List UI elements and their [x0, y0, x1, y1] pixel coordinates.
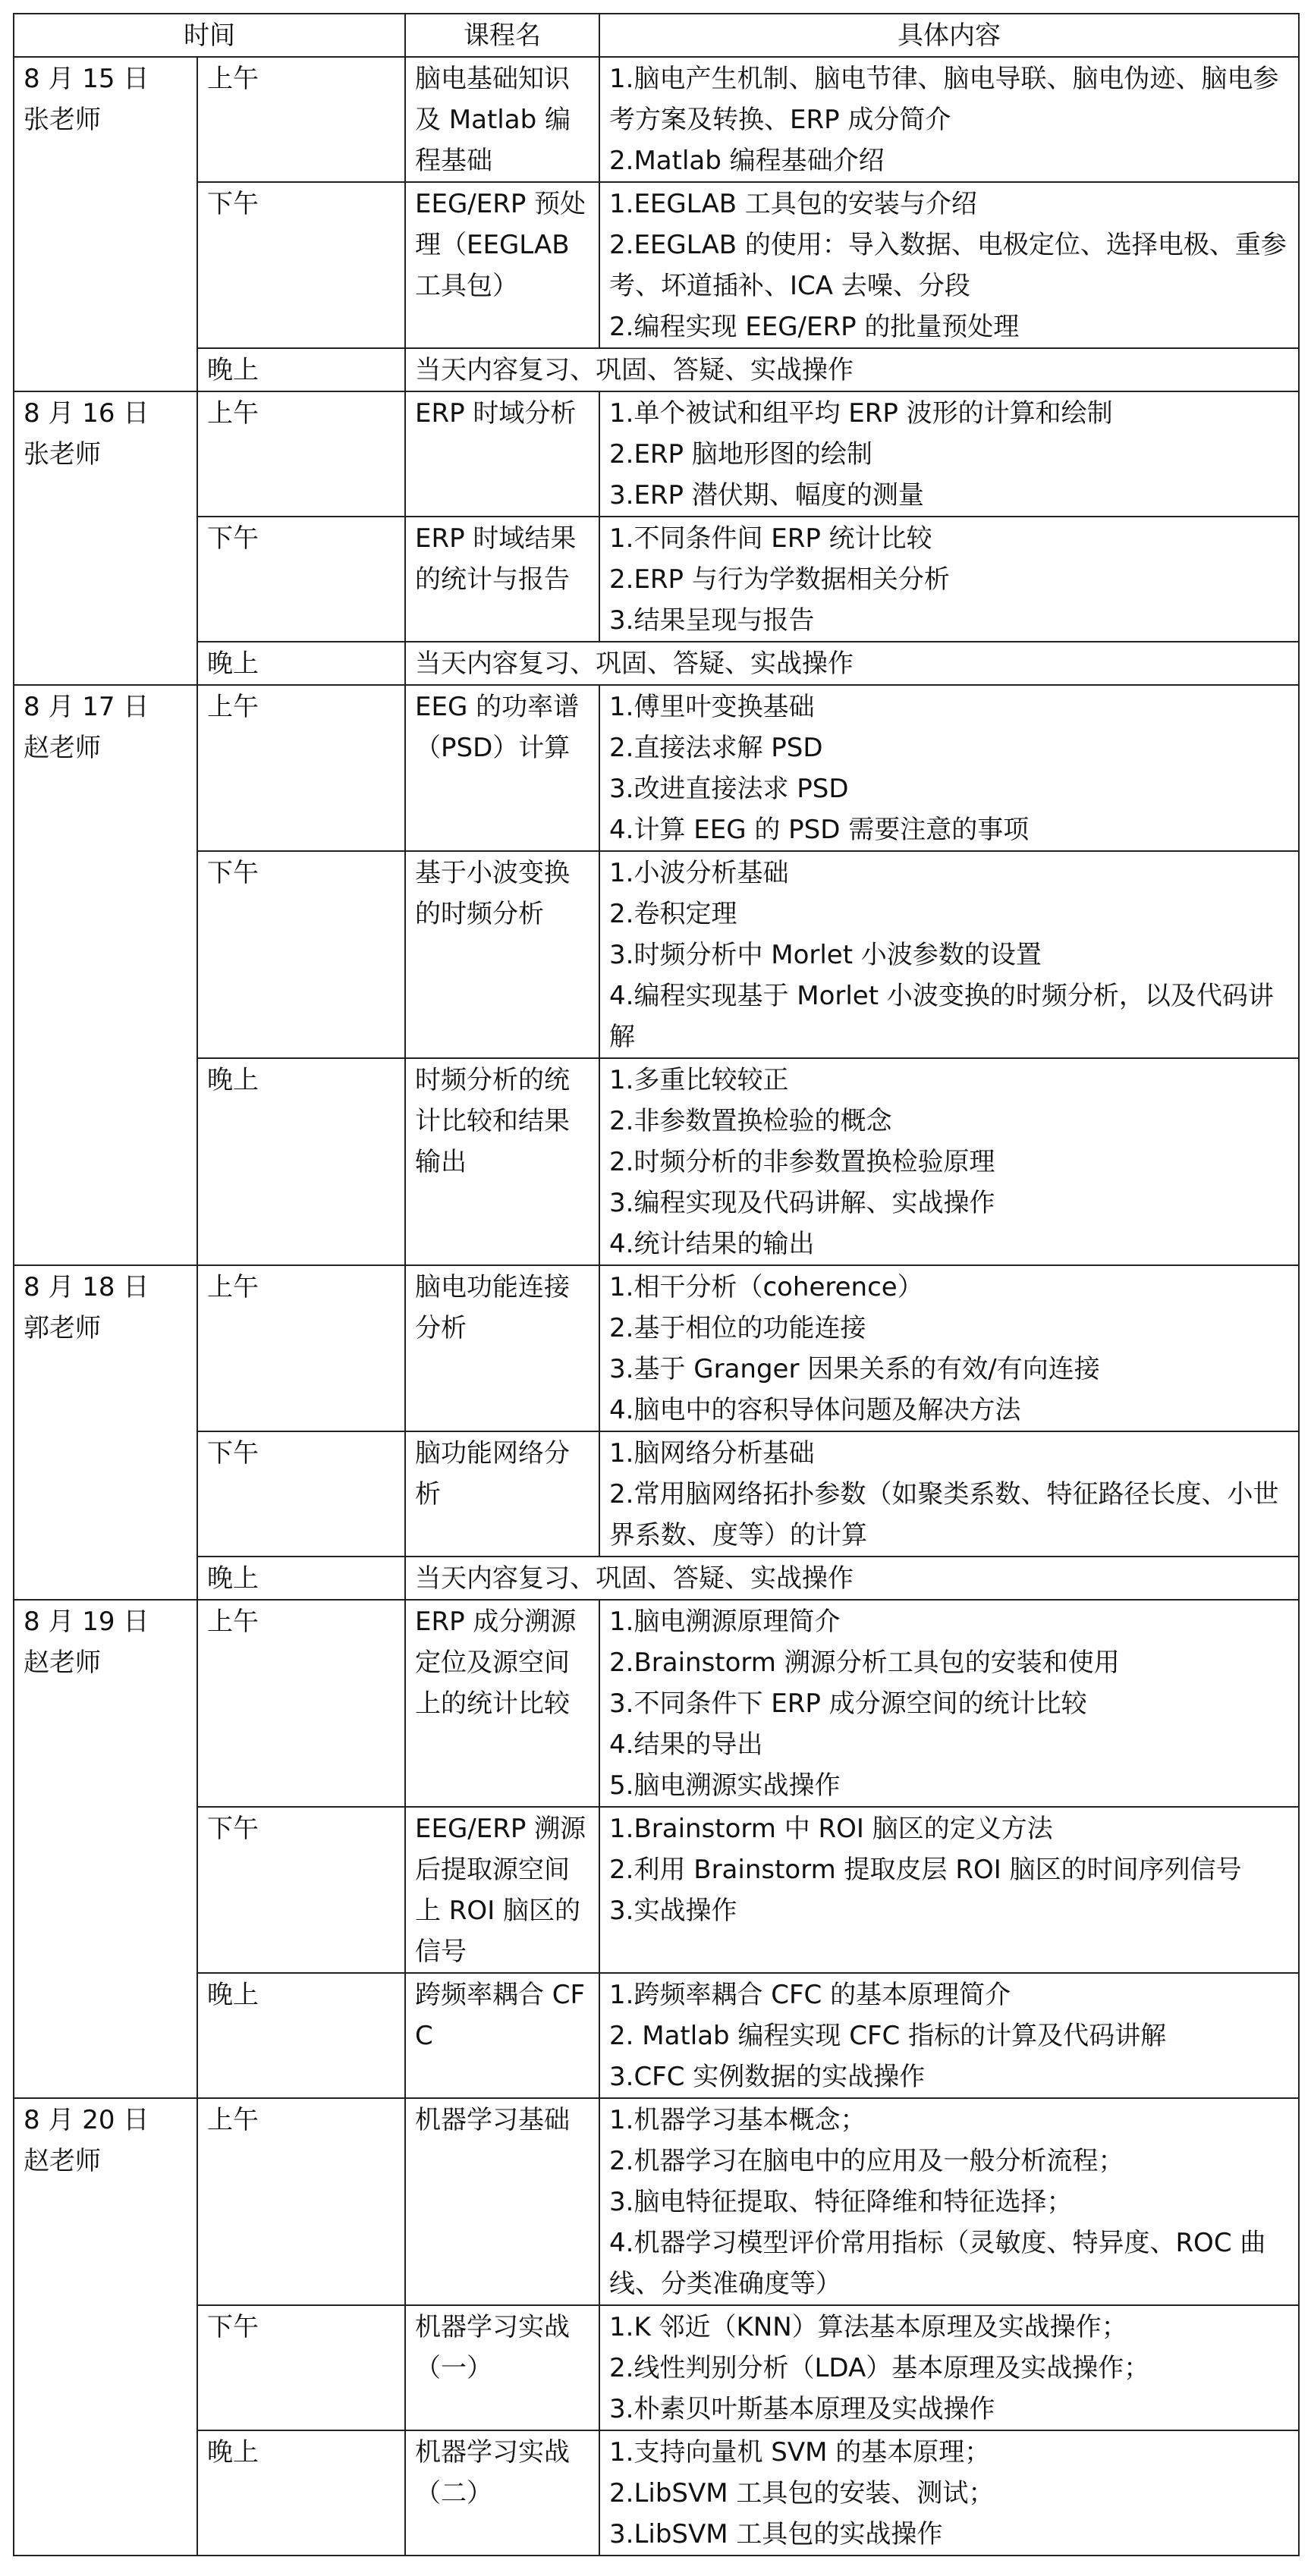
teacher-name: 赵老师 [24, 2146, 101, 2176]
content-cell [599, 1265, 1299, 1431]
date-label: 8 月 15 日 [24, 64, 149, 94]
content-item: 1.EEGLAB 工具包的安装与介绍 [609, 189, 977, 219]
review-cell: 当天内容复习、巩固、答疑、实战操作 [405, 348, 1299, 391]
period-cell: 上午 [197, 391, 405, 517]
content-cell [599, 391, 1299, 517]
period-cell: 上午 [197, 685, 405, 851]
content-item: 1.Brainstorm 中 ROI 脑区的定义方法 [609, 1814, 1053, 1844]
schedule-row [14, 1600, 1299, 1807]
date-cell [14, 685, 197, 1265]
course-name: ERP 时域结果的统计与报告 [405, 517, 599, 642]
period-cell: 晚上 [197, 1973, 405, 2098]
content-item: 1.不同条件间 ERP 统计比较 [609, 523, 932, 554]
course-name: EEG/ERP 预处理（EEGLAB 工具包） [405, 182, 599, 348]
course-name: 机器学习实战（一） [405, 2305, 599, 2430]
content-item: 4.计算 EEG 的 PSD 需要注意的事项 [609, 815, 1030, 845]
course-name: EEG/ERP 溯源后提取源空间上 ROI 脑区的信号 [405, 1807, 599, 1973]
teacher-name: 张老师 [24, 439, 101, 470]
schedule-row [14, 182, 1299, 348]
schedule-table [13, 13, 1300, 2556]
period-cell: 晚上 [197, 348, 405, 391]
content-item: 2.ERP 与行为学数据相关分析 [609, 564, 950, 595]
schedule-row [14, 391, 1299, 517]
course-name: 机器学习基础 [405, 2098, 599, 2305]
content-item: 3.结果呈现与报告 [609, 605, 815, 636]
header-course: 课程名 [405, 14, 599, 57]
schedule-row [14, 1973, 1299, 2098]
teacher-name: 郭老师 [24, 1313, 101, 1343]
content-item: 1.脑电产生机制、脑电节律、脑电导联、脑电伪迹、脑电参考方案及转换、ERP 成分简介 [609, 64, 1279, 135]
period-cell: 上午 [197, 57, 405, 182]
header-time: 时间 [14, 14, 405, 57]
content-item: 2.卷积定理 [609, 899, 737, 929]
content-item: 2. Matlab 编程实现 CFC 指标的计算及代码讲解 [609, 2021, 1167, 2051]
date-cell [14, 1265, 197, 1600]
schedule-row [14, 642, 1299, 685]
period-cell: 晚上 [197, 1058, 405, 1265]
content-item: 2.LibSVM 工具包的安装、测试； [609, 2478, 995, 2508]
header-content: 具体内容 [599, 14, 1299, 57]
content-cell [599, 1973, 1299, 2098]
content-item: 2.机器学习在脑电中的应用及一般分析流程； [609, 2146, 1124, 2176]
review-cell: 当天内容复习、巩固、答疑、实战操作 [405, 1557, 1299, 1600]
period-cell: 晚上 [197, 2430, 405, 2556]
course-name: 脑电基础知识及 Matlab 编程基础 [405, 57, 599, 182]
content-item: 3.ERP 潜伏期、幅度的测量 [609, 480, 924, 510]
schedule-row [14, 1058, 1299, 1265]
content-item: 4.统计结果的输出 [609, 1229, 815, 1259]
teacher-name: 张老师 [24, 105, 101, 135]
content-item: 3.时频分析中 Morlet 小波参数的设置 [609, 940, 1042, 970]
course-name: 脑功能网络分析 [405, 1431, 599, 1557]
content-item: 3.朴素贝叶斯基本原理及实战操作 [609, 2394, 995, 2424]
course-name: EEG 的功率谱（PSD）计算 [405, 685, 599, 851]
content-item: 3.改进直接法求 PSD [609, 774, 849, 804]
schedule-row [14, 1557, 1299, 1600]
course-name: ERP 时域分析 [405, 391, 599, 517]
content-item: 1.脑电溯源原理简介 [609, 1607, 841, 1637]
content-cell [599, 517, 1299, 642]
period-cell: 晚上 [197, 642, 405, 685]
content-item: 3.CFC 实例数据的实战操作 [609, 2062, 926, 2092]
content-item: 2.直接法求解 PSD [609, 733, 823, 763]
schedule-row [14, 851, 1299, 1058]
schedule-body [14, 57, 1299, 2556]
period-cell: 下午 [197, 851, 405, 1058]
course-name: 脑电功能连接分析 [405, 1265, 599, 1431]
content-item: 2.常用脑网络拓扑参数（如聚类系数、特征路径长度、小世界系数、度等）的计算 [609, 1479, 1279, 1550]
content-item: 2.非参数置换检验的概念 [609, 1106, 892, 1136]
content-item: 2.编程实现 EEG/ERP 的批量预处理 [609, 312, 1020, 342]
schedule-row [14, 2430, 1299, 2556]
content-item: 2.ERP 脑地形图的绘制 [609, 439, 872, 470]
content-item: 1.脑网络分析基础 [609, 1438, 815, 1469]
content-item: 2.利用 Brainstorm 提取皮层 ROI 脑区的时间序列信号 [609, 1855, 1242, 1885]
content-cell [599, 1058, 1299, 1265]
content-item: 3.脑电特征提取、特征降维和特征选择； [609, 2187, 1073, 2217]
period-cell: 上午 [197, 1600, 405, 1807]
content-item: 2.线性判别分析（LDA）基本原理及实战操作； [609, 2353, 1150, 2383]
content-item: 4.机器学习模型评价常用指标（灵敏度、特异度、ROC 曲线、分类准确度等） [609, 2228, 1266, 2299]
schedule-row [14, 1807, 1299, 1973]
date-label: 8 月 17 日 [24, 692, 149, 722]
schedule-row [14, 685, 1299, 851]
content-item: 1.机器学习基本概念； [609, 2105, 866, 2135]
date-cell [14, 2098, 197, 2556]
content-cell [599, 851, 1299, 1058]
course-name: 时频分析的统计比较和结果输出 [405, 1058, 599, 1265]
period-cell: 下午 [197, 1431, 405, 1557]
course-name: 机器学习实战（二） [405, 2430, 599, 2556]
content-cell [599, 2098, 1299, 2305]
period-cell: 下午 [197, 1807, 405, 1973]
date-cell [14, 57, 197, 391]
content-item: 3.LibSVM 工具包的实战操作 [609, 2519, 943, 2549]
schedule-row [14, 1431, 1299, 1557]
content-item: 1.跨频率耦合 CFC 的基本原理简介 [609, 1980, 1011, 2010]
content-item: 1.小波分析基础 [609, 858, 789, 888]
content-cell [599, 2305, 1299, 2430]
schedule-row [14, 517, 1299, 642]
content-item: 1.单个被试和组平均 ERP 波形的计算和绘制 [609, 398, 1113, 429]
period-cell: 上午 [197, 1265, 405, 1431]
content-item: 1.多重比较较正 [609, 1065, 789, 1095]
content-item: 3.基于 Granger 因果关系的有效/有向连接 [609, 1354, 1100, 1384]
period-cell: 下午 [197, 2305, 405, 2430]
schedule-row [14, 57, 1299, 182]
course-name: 基于小波变换的时频分析 [405, 851, 599, 1058]
content-item: 1.傅里叶变换基础 [609, 692, 815, 722]
schedule-row [14, 2305, 1299, 2430]
date-cell [14, 1600, 197, 2098]
content-item: 2.Matlab 编程基础介绍 [609, 146, 885, 176]
content-item: 1.相干分析（coherence） [609, 1272, 923, 1302]
content-item: 2.Brainstorm 溯源分析工具包的安装和使用 [609, 1648, 1120, 1678]
period-cell: 上午 [197, 2098, 405, 2305]
date-label: 8 月 16 日 [24, 398, 149, 429]
content-item: 4.脑电中的容积导体问题及解决方法 [609, 1395, 1021, 1425]
date-cell [14, 391, 197, 685]
header-row [14, 14, 1299, 57]
period-cell: 下午 [197, 182, 405, 348]
content-item: 3.不同条件下 ERP 成分源空间的统计比较 [609, 1689, 1087, 1719]
content-cell [599, 182, 1299, 348]
content-cell [599, 685, 1299, 851]
content-item: 4.编程实现基于 Morlet 小波变换的时频分析，以及代码讲解 [609, 981, 1274, 1052]
content-item: 2.基于相位的功能连接 [609, 1313, 866, 1343]
content-cell [599, 1807, 1299, 1973]
review-cell: 当天内容复习、巩固、答疑、实战操作 [405, 642, 1299, 685]
content-cell [599, 1431, 1299, 1557]
content-item: 5.脑电溯源实战操作 [609, 1770, 841, 1801]
content-item: 2.EEGLAB 的使用：导入数据、电极定位、选择电极、重参考、坏道插补、ICA 去噪、分段 [609, 230, 1287, 301]
content-item: 2.时频分析的非参数置换检验原理 [609, 1147, 995, 1177]
content-cell [599, 1600, 1299, 1807]
period-cell: 下午 [197, 517, 405, 642]
period-cell: 晚上 [197, 1557, 405, 1600]
content-cell [599, 2430, 1299, 2556]
date-label: 8 月 18 日 [24, 1272, 149, 1302]
schedule-row [14, 2098, 1299, 2305]
content-item: 3.编程实现及代码讲解、实战操作 [609, 1188, 995, 1218]
content-cell [599, 57, 1299, 182]
content-item: 4.结果的导出 [609, 1729, 763, 1760]
teacher-name: 赵老师 [24, 733, 101, 763]
schedule-row [14, 348, 1299, 391]
date-label: 8 月 20 日 [24, 2105, 149, 2135]
content-item: 3.实战操作 [609, 1896, 737, 1926]
date-label: 8 月 19 日 [24, 1607, 149, 1637]
schedule-row [14, 1265, 1299, 1431]
content-item: 1.K 邻近（KNN）算法基本原理及实战操作； [609, 2312, 1127, 2342]
teacher-name: 赵老师 [24, 1648, 101, 1678]
content-item: 1.支持向量机 SVM 的基本原理； [609, 2437, 991, 2468]
course-name: ERP 成分溯源定位及源空间上的统计比较 [405, 1600, 599, 1807]
course-name: 跨频率耦合 CFC [405, 1973, 599, 2098]
